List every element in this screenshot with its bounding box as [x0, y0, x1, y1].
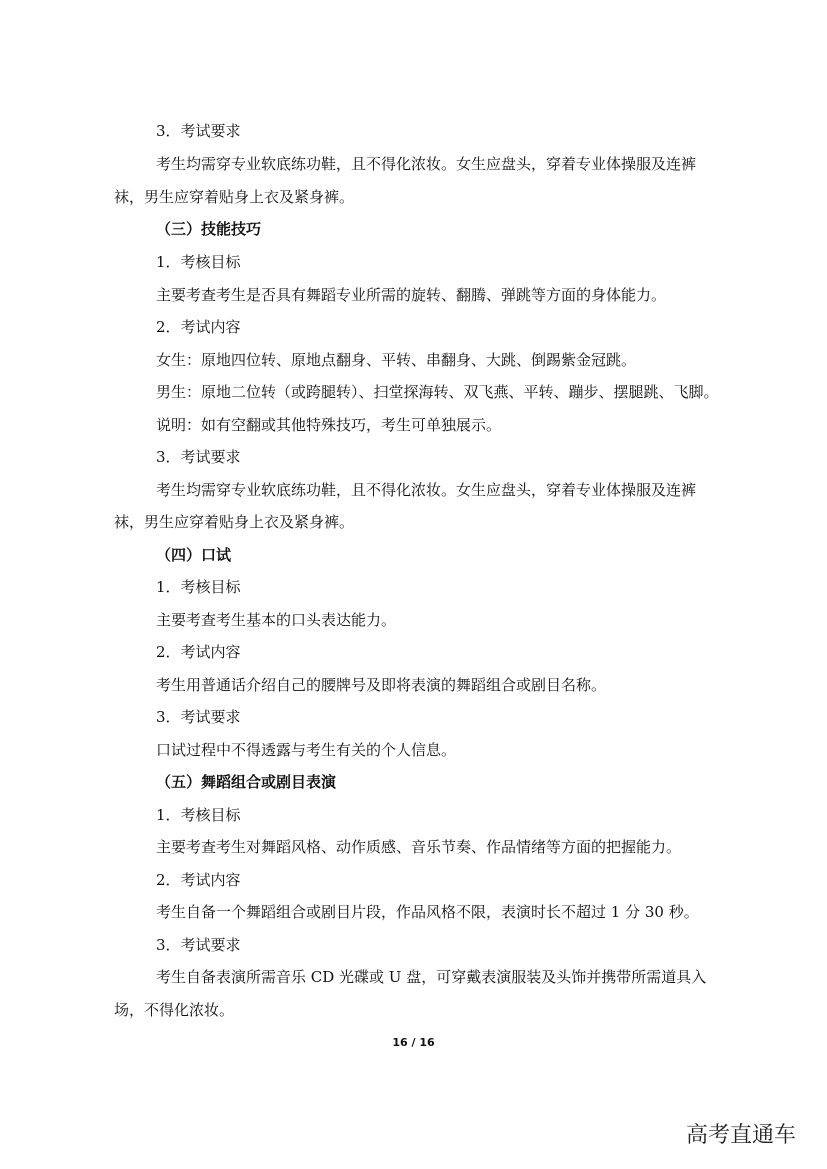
- section-heading-oral: （四）口试: [156, 546, 232, 564]
- subheading-assessment-goal: 1．考核目标: [156, 253, 241, 271]
- paragraph-line: 说明：如有空翻或其他特殊技巧，考生可单独展示。: [156, 416, 502, 434]
- paragraph-line: 考生自备表演所需音乐 CD 光碟或 U 盘，可穿戴表演服装及头饰并携带所需道具入: [156, 968, 707, 986]
- subheading-exam-content: 2．考试内容: [156, 871, 241, 889]
- paragraph-line: 口试过程中不得透露与考生有关的个人信息。: [156, 741, 457, 759]
- paragraph-line: 场，不得化浓妆。: [114, 1001, 235, 1019]
- paragraph-line: 袜，男生应穿着贴身上衣及紧身裤。: [114, 513, 355, 531]
- subheading-exam-requirements: 3．考试要求: [156, 448, 241, 466]
- paragraph-line: 考生用普通话介绍自己的腰牌号及即将表演的舞蹈组合或剧目名称。: [156, 676, 607, 694]
- paragraph-line: 女生：原地四位转、原地点翻身、平转、串翻身、大跳、倒踢紫金冠跳。: [156, 351, 637, 369]
- section-heading-skills: （三）技能技巧: [156, 220, 262, 238]
- subheading-assessment-goal: 1．考核目标: [156, 578, 241, 596]
- subheading-exam-requirements: 3．考试要求: [156, 122, 241, 140]
- paragraph-line: 主要考查考生是否具有舞蹈专业所需的旋转、翻腾、弹跳等方面的身体能力。: [156, 286, 667, 304]
- page-number: 16 / 16: [392, 1036, 435, 1049]
- paragraph-line: 主要考查考生基本的口头表达能力。: [156, 611, 397, 629]
- paragraph-line: 考生自备一个舞蹈组合或剧目片段，作品风格不限，表演时长不超过 1 分 30 秒。: [156, 903, 699, 921]
- paragraph-line: 主要考查考生对舞蹈风格、动作质感、音乐节奏、作品情绪等方面的把握能力。: [156, 838, 682, 856]
- subheading-exam-content: 2．考试内容: [156, 643, 241, 661]
- subheading-exam-requirements: 3．考试要求: [156, 708, 241, 726]
- subheading-exam-content: 2．考试内容: [156, 318, 241, 336]
- watermark-text: 高考直通车: [686, 1123, 797, 1148]
- subheading-exam-requirements: 3．考试要求: [156, 936, 241, 954]
- section-heading-performance: （五）舞蹈组合或剧目表演: [156, 773, 337, 791]
- paragraph-line: 考生均需穿专业软底练功鞋，且不得化浓妆。女生应盘头，穿着专业体操服及连裤: [156, 155, 697, 173]
- paragraph-line: 男生：原地二位转（或跨腿转）、扫堂探海转、双飞燕、平转、蹦步、摆腿跳、飞脚。: [156, 383, 719, 401]
- paragraph-line: 考生均需穿专业软底练功鞋，且不得化浓妆。女生应盘头，穿着专业体操服及连裤: [156, 481, 697, 499]
- subheading-assessment-goal: 1．考核目标: [156, 806, 241, 824]
- paragraph-line: 袜，男生应穿着贴身上衣及紧身裤。: [114, 188, 355, 206]
